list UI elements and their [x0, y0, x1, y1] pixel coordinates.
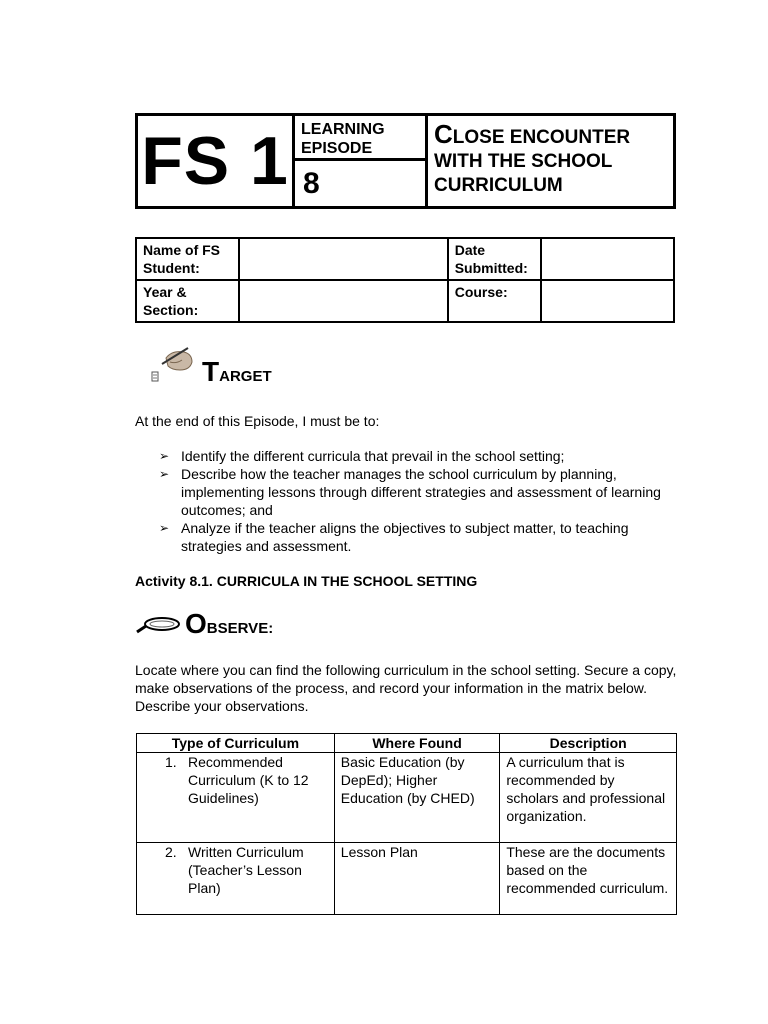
list-item: ➢ Identify the different curricula that prevail in the school setting; — [159, 448, 565, 464]
episode-header — [135, 113, 676, 209]
target-rest: ARGET — [219, 368, 272, 385]
year-field[interactable] — [239, 280, 448, 322]
arrow-bullet-icon: ➢ — [159, 467, 170, 481]
observe-rest: BSERVE: — [206, 620, 274, 637]
year-label: Year & Section: — [136, 280, 239, 322]
where-cell: Basic Education (by DepEd); Higher Education (by CHED) — [334, 753, 500, 843]
objectives-list — [155, 447, 675, 555]
fs-label: FS 1 — [138, 116, 295, 206]
episode-title — [428, 116, 673, 206]
learning-episode-label: LEARNING EPISODE — [295, 116, 428, 161]
row-number: 1. — [165, 754, 177, 770]
target-intro: At the end of this Episode, I must be to: — [135, 413, 380, 429]
header-description: Description — [500, 734, 677, 753]
where-cell: Lesson Plan — [334, 843, 500, 915]
type-cell: 1. Recommended Curriculum (K to 12 Guidelines) — [137, 753, 335, 843]
list-item: ➢ Analyze if the teacher aligns the objectives to subject matter, to teaching strategies and assessment. — [159, 520, 629, 554]
activity-title: Activity 8.1. CURRICULA IN THE SCHOOL SETTING — [135, 573, 478, 589]
magnifier-icon — [135, 615, 185, 635]
row-number: 2. — [165, 844, 177, 860]
target-initial: T — [202, 356, 220, 387]
arrow-bullet-icon: ➢ — [159, 521, 170, 535]
observe-initial: O — [185, 608, 207, 639]
target-heading — [202, 356, 272, 388]
observe-heading — [185, 608, 273, 640]
type-cell: 2. Written Curriculum (Teacher’s Lesson Plan) — [137, 843, 335, 915]
course-label: Course: — [448, 280, 541, 322]
arrow-bullet-icon: ➢ — [159, 449, 170, 463]
name-field[interactable] — [239, 238, 448, 280]
title-initial: C — [434, 119, 453, 149]
table-header-row — [137, 734, 677, 753]
student-info-table — [135, 237, 675, 323]
date-label: Date Submitted: — [448, 238, 541, 280]
title-line-2: WITH THE SCHOOL — [434, 151, 613, 172]
header-type: Type of Curriculum — [137, 734, 335, 753]
episode-number: 8 — [295, 161, 428, 206]
description-cell: A curriculum that is recommended by scholars and professional organization. — [500, 753, 677, 843]
header-where: Where Found — [334, 734, 500, 753]
title-line-1: LOSE ENCOUNTER — [452, 127, 631, 148]
list-item: ➢ Describe how the teacher manages the school curriculum by planning, implementing lessons through different strategies and assessment of learning outcomes; and — [159, 466, 661, 518]
curriculum-matrix — [136, 733, 677, 915]
description-cell: These are the documents based on the recommended curriculum. — [500, 843, 677, 915]
hand-writing-icon — [150, 344, 196, 386]
table-row — [137, 843, 677, 915]
date-field[interactable] — [541, 238, 674, 280]
observe-instructions: Locate where you can find the following curriculum in the school setting. Secure a copy, make observations of the process, and record your information in the matrix below. Describe your observations. — [135, 662, 677, 714]
table-row — [137, 753, 677, 843]
course-field[interactable] — [541, 280, 674, 322]
name-label: Name of FS Student: — [136, 238, 239, 280]
title-line-3: CURRICULUM — [434, 175, 563, 196]
